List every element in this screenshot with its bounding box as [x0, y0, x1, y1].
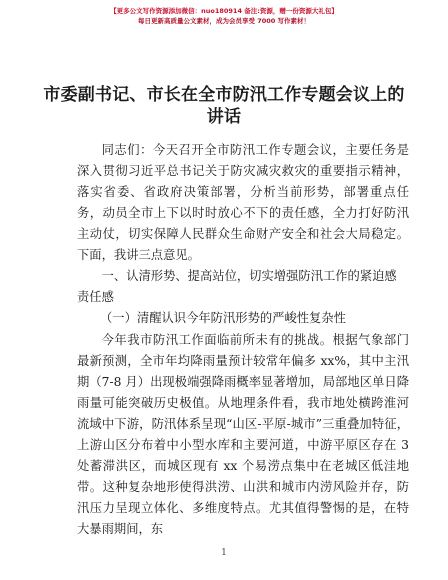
document-title: 市委副书记、市长在全市防汛工作专题会议上的讲话 [43, 85, 405, 127]
body-paragraph-2: 今年我市防汛工作面临前所未有的挑战。根据气象部门最新预测，全市年均降雨量预计较常年偏多 xx%，其中主汛期（7-8 月）出现极端强降雨概率显著增加，局部地区单日降雨量可能突破历史极值。从地理条件看，我市地处横跨淮河流域中下游，防汛体系呈现“山区-平原-城市”三重叠加特征，上游山区分布着中小型水库和主要河道，中游平原区存在 3 处蓄滞洪区，而城区现有 xx 个易涝点集中在老城区低洼地带。这种复杂地形使得洪涝、山洪和城市内涝风险并存，防汛压力呈现立体化、多维度特点。尤其值得警惕的是，在特大暴雨期间，东 [77, 333, 409, 536]
promo-banner-line1: 【更多公文写作资源添加微信：nuo180914 备注:资源，赠一份资源大礼包】 [110, 7, 338, 15]
page-number: 1 [221, 548, 227, 558]
subsection-heading-1: （一）清醒认识今年防汛形势的严峻性复杂性 [100, 311, 346, 325]
section-heading-1: 一、认清形势、提高站位，切实增强防汛工作的紧迫感责任感 [77, 269, 397, 304]
opening-paragraph: 同志们：今天召开全市防汛工作专题会议，主要任务是深入贯彻习近平总书记关于防灾减灾救灾的重要指示精神，落实省委、省政府决策部署，分析当前形势，部署重点任务，动员全市上下以时时放心不下的责任感，全力打好防汛主动仗，切实保障人民群众生命财产安全和社会大局稳定。下面，我讲三点意见。 [77, 143, 409, 262]
promo-banner-line2: 每日更新高质量公文素材，成为会员享受 7000 写作素材！ [137, 17, 311, 25]
